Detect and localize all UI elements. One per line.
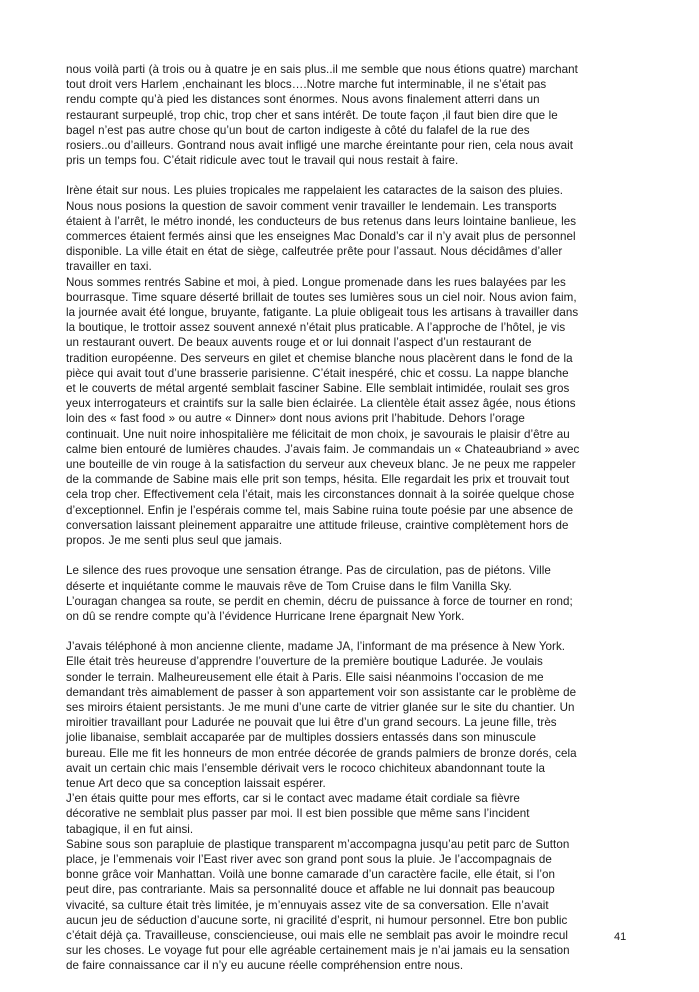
paragraph-silent-streets: Le silence des rues provoque une sensation étrange. Pas de circulation, pas de piétons. Ville déserte et inquiétante comme le mauvais rêve de Tom Cruise dans le film Vanilla Sky. L’ouragan changea sa route, se perdit en chemin, décru de puissance à force de tourner en rond; on dû se rendre compte qu’à l’évidence Hurricane Irene épargnait New York.	[66, 564, 573, 623]
paragraph-walk-to-harlem: nous voilà parti (à trois ou à quatre je en sais plus..il me semble que nous étions quatre) marchant tout droit vers Harlem ,enchainant les blocs….Notre marche fut interminable, il ne s’était pas rendu compte qu’à pied les distances sont énormes. Nous avons finalement atterri dans un restaurant surpeuplé, trop chic, trop cher et sans intérêt. De toute façon ,il faut bien dire que le bagel n’est pas autre chose qu’un bout de carton indigeste à côté du falafel de la rue des rosiers..ou d’ailleurs. Gontrand nous avait infligé une marche éreintante pour rien, cela nous avait pris un temps fou. C’était ridicule avec tout le travail qui nous restait à faire.	[66, 63, 578, 168]
paragraph-gap	[66, 624, 646, 639]
paragraph-hurricane-irene: Irène était sur nous. Les pluies tropicales me rappelaient les cataractes de la saison des pluies. Nous nous posions la question de savoir comment venir travailler le lendemain. Les transports étaient à l’arrêt, le métro inondé, les conducteurs de bus retenus dans leurs lointaine banlieue, les commerces étaient fermés ainsi que les enseignes Mac Donald’s car il n’y avait plus de personnel disponible. La ville était en état de siège, calfeutrée prête pour l’assaut. Nous décidâmes d’aller travailler en taxi. Nous sommes rentrés Sabine et moi, à pied. Longue promenade dans les rues balayées par les bourrasque. Time square déserté brillait de toutes ses lumières sous un ciel noir. Nous avion faim, la journée avait été longue, bruyante, fatigante. La pluie obligeait tous les artisans à travailler dans la boutique, le trottoir assez souvent annexé n’était plus praticable. A l’approche de l’hôtel, je vis un restaurant ouvert. De beaux auvents rouge et or lui donnait l’aspect d’un restaurant de tradition européenne. Des serveurs en gilet et chemise blanche nous placèrent dans le fond de la pièce qui avait tout d’une brasserie parisienne. C’était inespéré, chic et cossu. La nappe blanche et le couverts de métal argenté semblait fasciner Sabine. Elle semblait intimidée, roulait ses gros yeux interrogateurs et craintifs sur la salle bien éclairée. La clientèle était assez âgée, nous étions loin des « fast food » ou autre « Dinner» dont nous avions prit l’habitude. Dehors l’orage continuait. Une nuit noire inhospitalière me félicitait de mon choix, je savourais le plaisir d’être au calme bien entouré de lumières chaudes. J’avais faim. Je commandais un « Chateaubriand » avec une bouteille de vin rouge à la satisfaction du serveur aux cheveux blanc. Je ne peux me rappeler de la commande de Sabine mais elle prit son temps, hésita. Elle regardait les prix et trouvait tout cela trop cher. Effectivement cela l’était, mais les circonstances donnait à la soirée quelque chose d’exceptionnel. Enfin je l’espérais comme tel, mais Sabine ruina toute poésie par une absence de conversation laissant pleinement apparaitre une attitude frileuse, craintive complètement hors de propos. Je me senti plus seul que jamais.	[66, 184, 580, 548]
paragraph-madame-ja: J’avais téléphoné à mon ancienne cliente, madame JA, l’informant de ma présence à New York. Elle était très heureuse d’apprendre l’ouverture de la première boutique Ladurée. Je voulais sonder le terrain. Malheureusement elle était à Paris. Elle saisi néanmoins l’occasion de me demandant très aimablement de passer à son appartement voir son assistante car le problème de ses miroirs étaient persistants. Je me muni d’une carte de vitrier glanée sur le site du chantier. Un miroitier travaillant pour Ladurée ne pouvait que lui être d’un grand secours. La jeune fille, très jolie libanaise, semblait accaparée par de multiples dossiers entassés dans son minuscule bureau. Elle me fit les honneurs de mon entrée décorée de grands palmiers de bronze dorés, cela avait un certain chic mais l’ensemble dérivait vers le rococo chichiteux abandonnant toute la tenue Art deco que sa conception laissait espérer. J’en étais quitte pour mes efforts, car si le contact avec madame était cordiale sa fièvre décorative ne semblait plus passer par moi. Il est bien possible que même sans l’incident tabagique, il en fut ainsi. Sabine sous son parapluie de plastique transparent m’accompagna jusqu’au petit parc de Sutton place, je l’emmenais voir l’East river avec son grand pont sous la pluie. Je l’accompagnais de bonne grâce voir Manhattan. Voilà une bonne camarade d’un caractère facile, elle était, si l’on peut dire, pas contrariante. Mais sa personnalité douce et affable ne lui donnait pas beaucoup vivacité, sa culture était très limitée, je m’ennuyais assez vite de sa conversation. Elle n’avait aucun jeu de séduction d’aucune sorte, ni gracilité d’esprit, ni humour personnel. Etre bon public c’était déjà ça. Travailleuse, consciencieuse, oui mais elle ne semblait pas avoir le moindre recul sur les choses. Le voyage fut pour elle agréable certainement mais je n’ai jamais eu la sensation de faire connaissance car il n’y eu aucune réelle compréhension entre nous.	[66, 640, 577, 973]
paragraph-gap	[66, 168, 646, 183]
body-text	[66, 62, 646, 974]
paragraph-gap	[66, 548, 646, 563]
page-number: 41	[614, 931, 627, 943]
